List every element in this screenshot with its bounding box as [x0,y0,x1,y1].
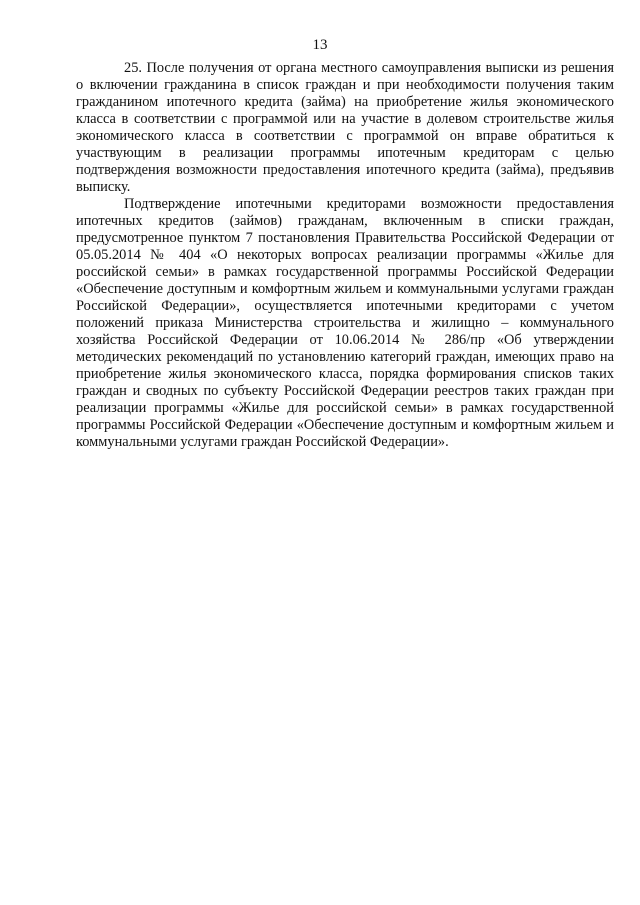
paragraph-25: 25. После получения от органа местного самоуправления выписки из решения о включении гражданина в список граждан и при необходимости получения таким гражданином ипотечного кредита (займа) на приобретение жилья экономического класса в соответствии с программой или на участие в долевом строительстве жилья экономического класса в соответствии с программой он вправе обратиться к участвующим в реализации программы ипотечным кредиторам с целью подтверждения возможности предоставления ипотечного кредита (займа), предъявив выписку. [76,60,614,195]
paragraph-mortgage-confirmation: Подтверждение ипотечными кредиторами возможности предоставления ипотечных кредитов (займов) гражданам, включенным в списки граждан, предусмотренное пунктом 7 постановления Правительства Российской Федерации от 05.05.2014 № 404 «О некоторых вопросах реализации программы «Жилье для российской семьи» в рамках государственной программы Российской Федерации «Обеспечение доступным и комфортным жильем и коммунальными услугами граждан Российской Федерации», осуществляется ипотечными кредиторами с учетом положений приказа Министерства строительства и жилищно – коммунального хозяйства Российской Федерации от 10.06.2014 № 286/пр «Об утверждении методических рекомендаций по установлению категорий граждан, имеющих право на приобретение жилья экономического класса, порядка формирования списков таких граждан и сводных по субъекту Российской Федерации реестров таких граждан при реализации программы «Жилье для российской семьи» в рамках государственной программы Российской Федерации «Обеспечение доступным и комфортным жильем и коммунальными услугами граждан Российской Федерации». [76,196,614,450]
page-number: 13 [312,37,328,53]
document-body [76,60,614,451]
